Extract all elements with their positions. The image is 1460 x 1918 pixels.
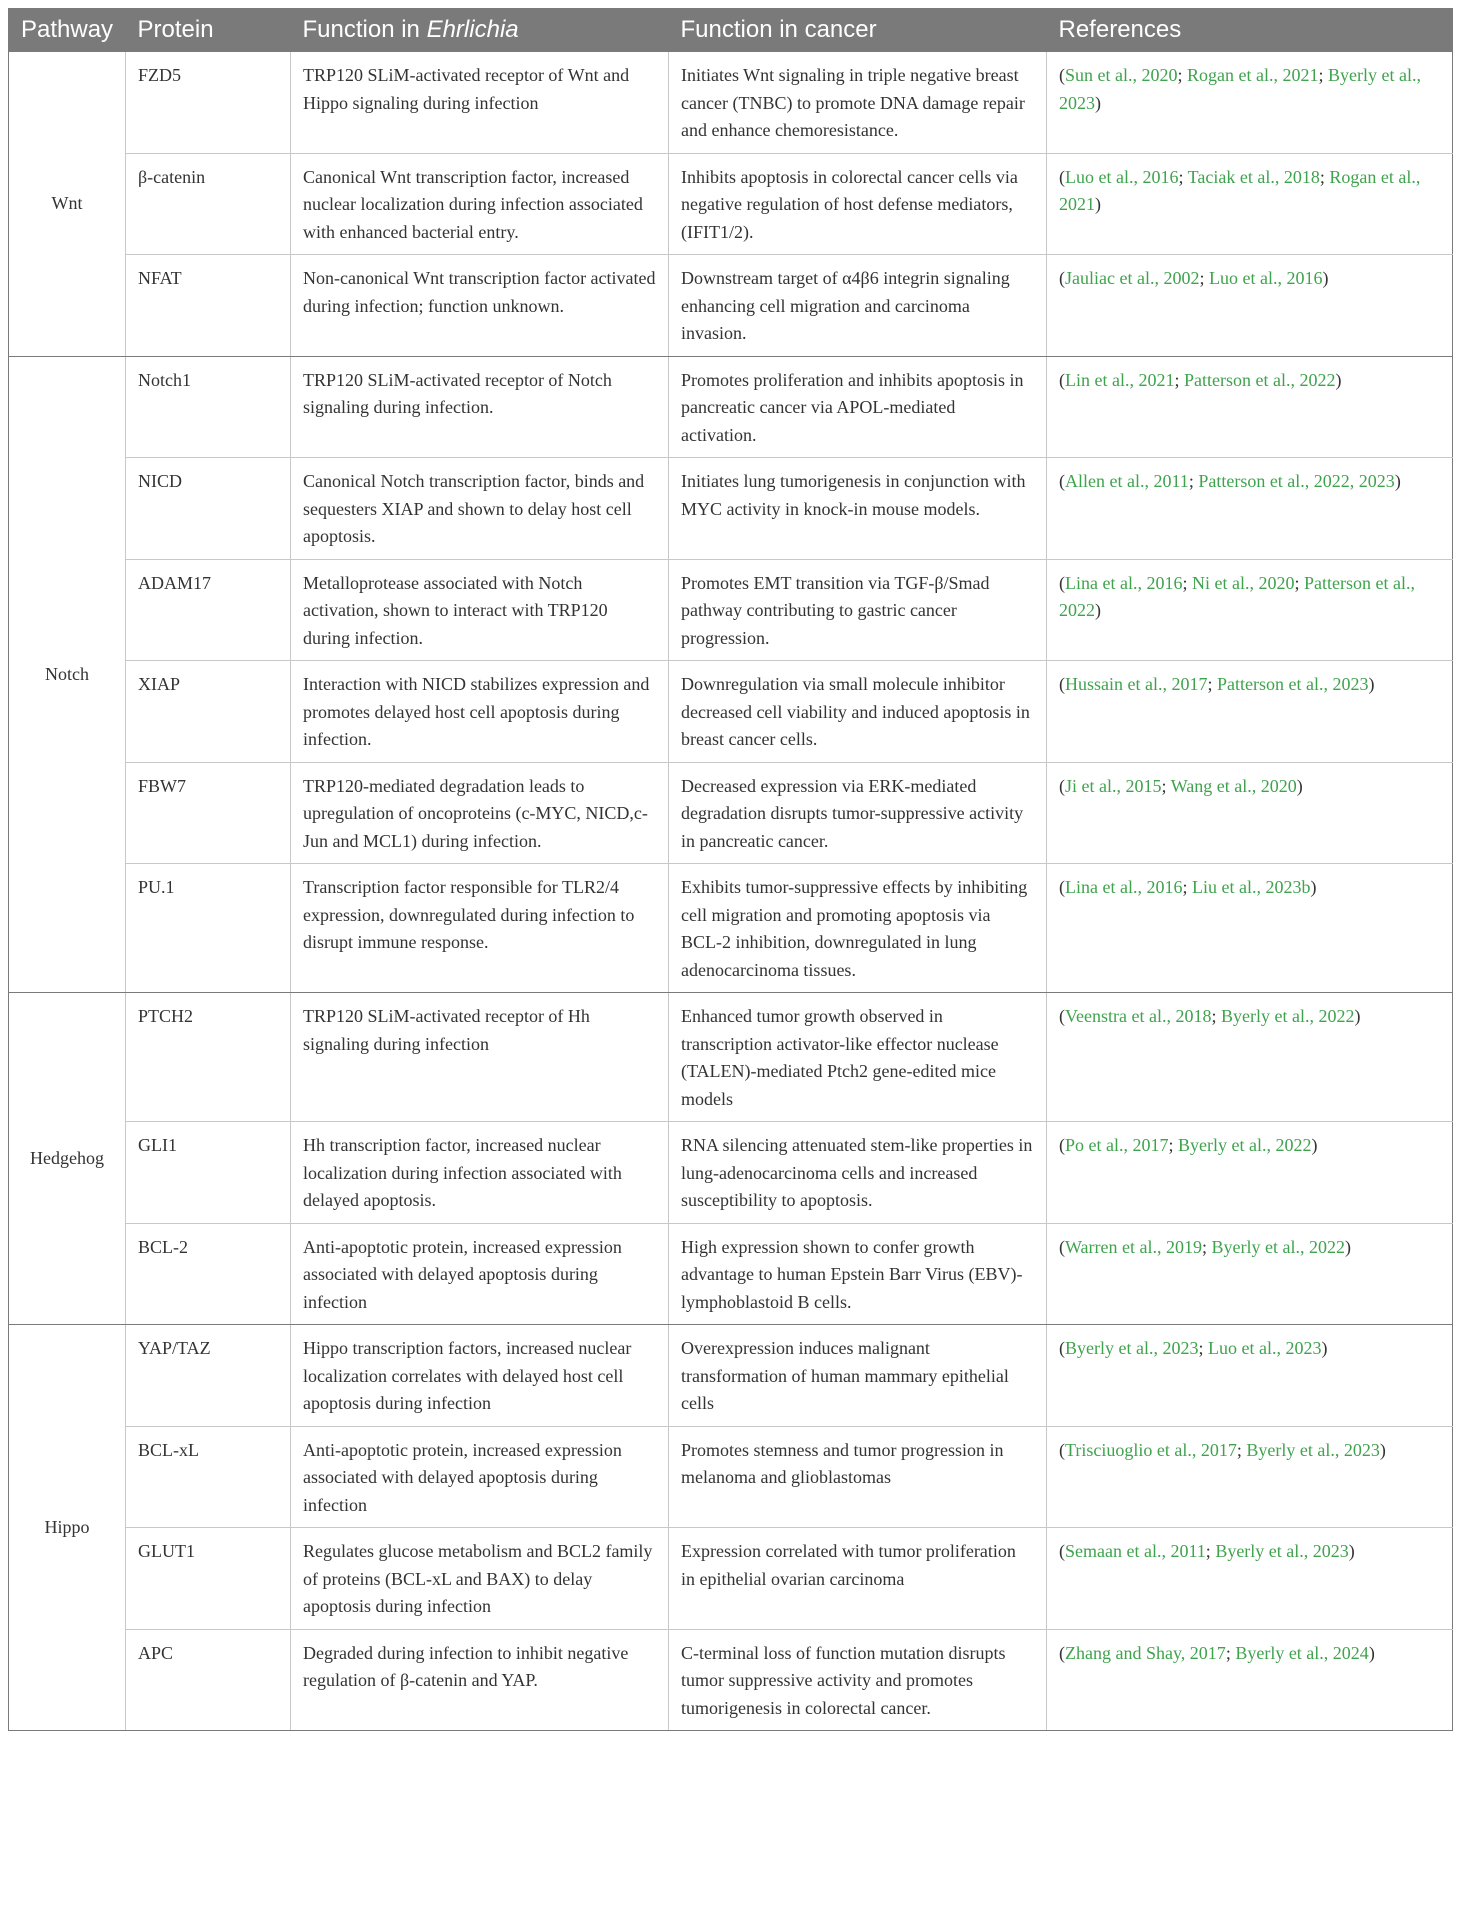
header-function-prefix: Function in <box>302 16 427 43</box>
references-cell: (Lina et al., 2016; Ni et al., 2020; Patterson et al., 2022) <box>1047 559 1453 661</box>
reference-link[interactable]: Byerly et al., 2023 <box>1065 1338 1199 1358</box>
reference-link[interactable]: Warren et al., 2019 <box>1065 1236 1202 1257</box>
table-row <box>9 1629 1453 1731</box>
protein-cell: FZD5 <box>126 52 291 153</box>
table-row <box>9 559 1453 661</box>
reference-link[interactable]: Trisciuoglio et al., 2017 <box>1065 1439 1237 1460</box>
protein-cell: YAP/TAZ <box>126 1325 291 1427</box>
reference-link[interactable]: Luo et al., 2023 <box>1208 1338 1322 1358</box>
cancer-function-cell: Promotes proliferation and inhibits apoptosis in pancreatic cancer via APOL-mediated activation. <box>669 356 1047 458</box>
ehrlichia-function-cell: Canonical Notch transcription factor, binds and sequesters XIAP and shown to delay host cell apoptosis. <box>291 458 669 560</box>
reference-link[interactable]: Rogan et al., 2021 <box>1059 166 1421 214</box>
header-function-italic: Ehrlichia <box>426 16 519 43</box>
references-cell: (Lin et al., 2021; Patterson et al., 2022) <box>1047 356 1453 458</box>
protein-cell: GLI1 <box>126 1122 291 1224</box>
table-row <box>9 1122 1453 1224</box>
table-row <box>9 661 1453 763</box>
references-cell: (Veenstra et al., 2018; Byerly et al., 2022) <box>1047 993 1453 1122</box>
references-cell: (Hussain et al., 2017; Patterson et al., 2023) <box>1047 661 1453 763</box>
references-cell: (Semaan et al., 2011; Byerly et al., 2023) <box>1047 1528 1453 1630</box>
ehrlichia-function-cell: Hippo transcription factors, increased nuclear localization correlates with delayed host cell apoptosis during infection <box>291 1325 669 1427</box>
protein-cell: ADAM17 <box>126 559 291 661</box>
ehrlichia-function-cell: TRP120 SLiM-activated receptor of Wnt and Hippo signaling during infection <box>291 52 669 153</box>
reference-link[interactable]: Byerly et al., 2023 <box>1215 1541 1349 1561</box>
table-row <box>9 153 1453 255</box>
protein-cell: PU.1 <box>126 864 291 993</box>
cancer-function-cell: Promotes stemness and tumor progression in melanoma and glioblastomas <box>669 1426 1047 1528</box>
table-body <box>9 52 1453 1731</box>
reference-link[interactable]: Ji et al., 2015 <box>1065 775 1162 796</box>
cancer-function-cell: C-terminal loss of function mutation disrupts tumor suppressive activity and promotes tumorigenesis in colorectal cancer. <box>669 1629 1047 1731</box>
pathway-cell: Hedgehog <box>9 993 126 1325</box>
reference-link[interactable]: Lina et al., 2016 <box>1065 877 1183 897</box>
table-row <box>9 993 1453 1122</box>
table-row <box>9 1325 1453 1427</box>
header-protein: Protein <box>126 8 291 52</box>
ehrlichia-function-cell: Metalloprotease associated with Notch activation, shown to interact with TRP120 during infection. <box>291 559 669 661</box>
reference-link[interactable]: Hussain et al., 2017 <box>1065 674 1208 694</box>
reference-link[interactable]: Patterson et al., 2022 <box>1184 369 1336 390</box>
cancer-function-cell: Enhanced tumor growth observed in transcription activator-like effector nuclease (TALEN)-mediated Ptch2 gene-edited mice models <box>669 993 1047 1122</box>
ehrlichia-function-cell: Hh transcription factor, increased nuclear localization during infection associated with delayed apoptosis. <box>291 1122 669 1224</box>
ehrlichia-function-cell: TRP120 SLiM-activated receptor of Hh signaling during infection <box>291 993 669 1122</box>
cancer-function-cell: Downstream target of α4β6 integrin signaling enhancing cell migration and carcinoma invasion. <box>669 255 1047 357</box>
ehrlichia-function-cell: Canonical Wnt transcription factor, increased nuclear localization during infection associated with enhanced bacterial entry. <box>291 153 669 255</box>
cancer-function-cell: Inhibits apoptosis in colorectal cancer cells via negative regulation of host defense mediators, (IFIT1/2). <box>669 153 1047 255</box>
reference-link[interactable]: Byerly et al., 2022 <box>1211 1236 1345 1257</box>
protein-cell: Notch1 <box>126 356 291 458</box>
cancer-function-cell: Expression correlated with tumor proliferation in epithelial ovarian carcinoma <box>669 1528 1047 1630</box>
cancer-function-cell: Exhibits tumor-suppressive effects by inhibiting cell migration and promoting apoptosis via BCL-2 inhibition, downregulated in lung adenocarcinoma tissues. <box>669 864 1047 993</box>
references-cell: (Ji et al., 2015; Wang et al., 2020) <box>1047 762 1453 864</box>
reference-link[interactable]: Byerly et al., 2023 <box>1246 1439 1380 1460</box>
reference-link[interactable]: Lina et al., 2016 <box>1065 572 1183 593</box>
reference-link[interactable]: Sun et al., 2020 <box>1065 65 1178 85</box>
ehrlichia-function-cell: Regulates glucose metabolism and BCL2 family of proteins (BCL-xL and BAX) to delay apoptosis during infection <box>291 1528 669 1630</box>
references-cell: (Zhang and Shay, 2017; Byerly et al., 2024) <box>1047 1629 1453 1731</box>
table-row <box>9 255 1453 357</box>
table-row <box>9 1426 1453 1528</box>
reference-link[interactable]: Luo et al., 2016 <box>1208 268 1323 288</box>
cancer-function-cell: Initiates Wnt signaling in triple negative breast cancer (TNBC) to promote DNA damage repair and enhance chemoresistance. <box>669 52 1047 153</box>
table-row <box>9 1528 1453 1630</box>
pathway-cell: Notch <box>9 356 126 993</box>
cancer-function-cell: RNA silencing attenuated stem-like properties in lung-adenocarcinoma cells and increased susceptibility to apoptosis. <box>669 1122 1047 1224</box>
pathway-cell: Hippo <box>9 1325 126 1731</box>
table-row <box>9 1223 1453 1325</box>
cancer-function-cell: Promotes EMT transition via TGF-β/Smad pathway contributing to gastric cancer progression. <box>669 559 1047 661</box>
ehrlichia-function-cell: Interaction with NICD stabilizes expression and promotes delayed host cell apoptosis during infection. <box>291 661 669 763</box>
header-pathway: Pathway <box>9 8 126 52</box>
ehrlichia-function-cell: Degraded during infection to inhibit negative regulation of β-catenin and YAP. <box>291 1629 669 1731</box>
document-page <box>8 8 1452 1731</box>
references-cell: (Trisciuoglio et al., 2017; Byerly et al., 2023) <box>1047 1426 1453 1528</box>
header-references: References <box>1047 8 1453 52</box>
reference-link[interactable]: Jauliac et al., 2002 <box>1065 268 1200 288</box>
references-cell: (Sun et al., 2020; Rogan et al., 2021; Byerly et al., 2023) <box>1047 52 1453 153</box>
protein-cell: NICD <box>126 458 291 560</box>
reference-link[interactable]: Patterson et al., 2023 <box>1217 674 1369 694</box>
protein-cell: FBW7 <box>126 762 291 864</box>
protein-cell: XIAP <box>126 661 291 763</box>
references-cell: (Lina et al., 2016; Liu et al., 2023b) <box>1047 864 1453 993</box>
reference-link[interactable]: Semaan et al., 2011 <box>1065 1541 1206 1561</box>
cancer-function-cell: Overexpression induces malignant transformation of human mammary epithelial cells <box>669 1325 1047 1427</box>
cancer-function-cell: High expression shown to confer growth advantage to human Epstein Barr Virus (EBV)-lymphoblastoid B cells. <box>669 1223 1047 1325</box>
header-function-cancer: Function in cancer <box>669 8 1047 52</box>
ehrlichia-function-cell: TRP120-mediated degradation leads to upregulation of oncoproteins (c-MYC, NICD,c-Jun and MCL1) during infection. <box>291 762 669 864</box>
reference-link[interactable]: Byerly et al., 2024 <box>1235 1642 1369 1663</box>
protein-cell: BCL-xL <box>126 1426 291 1528</box>
reference-link[interactable]: Byerly et al., 2023 <box>1059 65 1421 113</box>
reference-link[interactable]: Luo et al., 2016 <box>1065 166 1179 187</box>
reference-link[interactable]: Wang et al., 2020 <box>1170 775 1297 796</box>
protein-cell: GLUT1 <box>126 1528 291 1630</box>
table-header-row <box>9 8 1453 52</box>
pathway-protein-table <box>8 8 1453 1731</box>
reference-link[interactable]: Po et al., 2017 <box>1065 1135 1169 1155</box>
protein-cell: β-catenin <box>126 153 291 255</box>
pathway-cell: Wnt <box>9 52 126 356</box>
protein-cell: PTCH2 <box>126 993 291 1122</box>
header-function-ehrlichia <box>291 8 669 52</box>
references-cell: (Byerly et al., 2023; Luo et al., 2023) <box>1047 1325 1453 1427</box>
reference-link[interactable]: Liu et al., 2023b <box>1191 877 1311 897</box>
references-cell: (Warren et al., 2019; Byerly et al., 2022) <box>1047 1223 1453 1325</box>
reference-link[interactable]: Byerly et al., 2022 <box>1178 1135 1312 1155</box>
reference-link[interactable]: Rogan et al., 2021 <box>1187 65 1319 85</box>
ehrlichia-function-cell: Anti-apoptotic protein, increased expression associated with delayed apoptosis during infection <box>291 1426 669 1528</box>
reference-link[interactable]: Allen et al., 2011 <box>1065 471 1189 491</box>
table-row <box>9 52 1453 153</box>
reference-link[interactable]: Patterson et al., 2022, 2023 <box>1198 471 1395 491</box>
ehrlichia-function-cell: Non-canonical Wnt transcription factor activated during infection; function unknown. <box>291 255 669 357</box>
references-cell: (Luo et al., 2016; Taciak et al., 2018; Rogan et al., 2021) <box>1047 153 1453 255</box>
reference-link[interactable]: Zhang and Shay, 2017 <box>1065 1642 1226 1663</box>
cancer-function-cell: Initiates lung tumorigenesis in conjunction with MYC activity in knock-in mouse models. <box>669 458 1047 560</box>
cancer-function-cell: Decreased expression via ERK-mediated degradation disrupts tumor-suppressive activity in pancreatic cancer. <box>669 762 1047 864</box>
reference-link[interactable]: Byerly et al., 2022 <box>1220 1006 1355 1026</box>
protein-cell: BCL-2 <box>126 1223 291 1325</box>
reference-link[interactable]: Taciak et al., 2018 <box>1187 166 1320 187</box>
ehrlichia-function-cell: TRP120 SLiM-activated receptor of Notch signaling during infection. <box>291 356 669 458</box>
table-row <box>9 356 1453 458</box>
ehrlichia-function-cell: Transcription factor responsible for TLR2/4 expression, downregulated during infection to disrupt immune response. <box>291 864 669 993</box>
cancer-function-cell: Downregulation via small molecule inhibitor decreased cell viability and induced apoptosis in breast cancer cells. <box>669 661 1047 763</box>
ehrlichia-function-cell: Anti-apoptotic protein, increased expression associated with delayed apoptosis during infection <box>291 1223 669 1325</box>
references-cell: (Allen et al., 2011; Patterson et al., 2022, 2023) <box>1047 458 1453 560</box>
protein-cell: NFAT <box>126 255 291 357</box>
reference-link[interactable]: Veenstra et al., 2018 <box>1065 1006 1212 1026</box>
table-row <box>9 458 1453 560</box>
reference-link[interactable]: Patterson et al., 2022 <box>1059 572 1415 620</box>
table-row <box>9 864 1453 993</box>
reference-link[interactable]: Lin et al., 2021 <box>1065 369 1175 390</box>
table-row <box>9 762 1453 864</box>
reference-link[interactable]: Ni et al., 2020 <box>1191 572 1295 593</box>
references-cell: (Po et al., 2017; Byerly et al., 2022) <box>1047 1122 1453 1224</box>
protein-cell: APC <box>126 1629 291 1731</box>
references-cell: (Jauliac et al., 2002; Luo et al., 2016) <box>1047 255 1453 357</box>
